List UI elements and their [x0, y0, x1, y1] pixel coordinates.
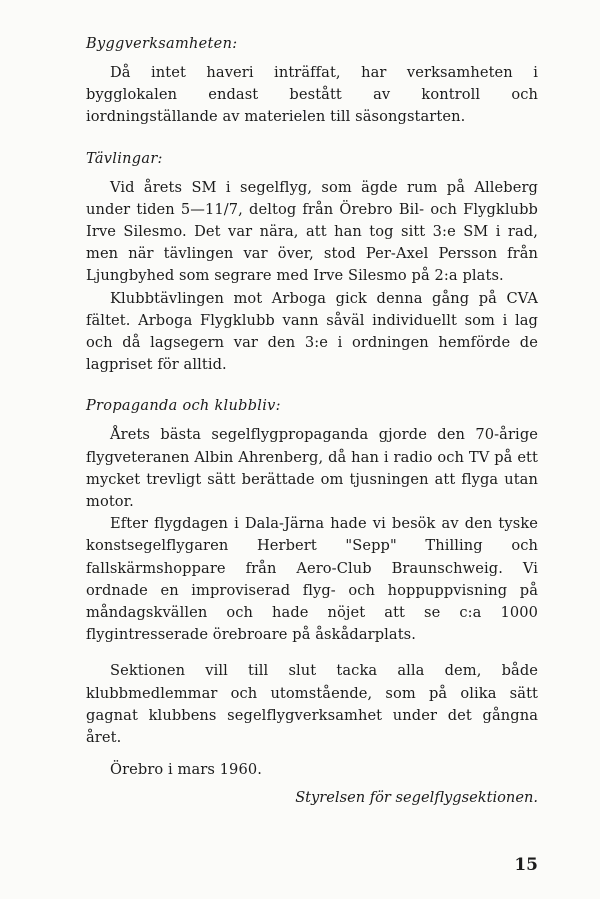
section-heading: Propaganda och klubbliv: — [86, 398, 281, 415]
paragraph: Vid årets SM i segelflyg, som ägde rum på Alleberg under tiden 5—11/7, deltog från Örebro Bil- och Flygklubb Irve Silesmo. Det var nära, att han tog sitt 3:e SM i rad, men när tävlingen var över, stod Per-Axel Persson från Ljungbyhed som segrare med Irve Silesmo på 2:a plats. — [86, 178, 538, 285]
paragraph: Efter flygdagen i Dala-Järna hade vi besök av den tyske konstsegelflygaren Herbert "Sepp" Thilling och fallskärmshoppare från Aero-Club Braunschweig. Vi ordnade en improviserad flyg- och hoppuppvisning på måndagskvällen och hade nöjet att se c:a 1000 flygintresserade örebroare på åskådarplats. — [86, 515, 538, 644]
section-byggverksamheten — [86, 33, 538, 129]
paragraph: Årets bästa segelflygpropaganda gjorde den 70-årige flygveteranen Albin Ahrenberg, då han i radio och TV på ett mycket trevligt sätt berättade om tjusningen att flyga utan motor. — [86, 426, 538, 511]
dateline: Örebro i mars 1960. — [110, 761, 262, 779]
section-heading: Tävlingar: — [86, 150, 163, 167]
section-heading: Byggverksamheten: — [86, 36, 238, 52]
page-number: 15 — [514, 855, 538, 875]
section-propaganda — [86, 395, 538, 646]
closing-paragraph: Sektionen vill till slut tacka alla dem, både klubbmedlemmar och utomstående, som på olika sätt gagnat klubbens segelflygverksamhet under det gångna året. — [86, 662, 538, 747]
section-tavlingar — [86, 148, 538, 377]
paragraph: Då intet haveri inträffat, har verksamheten i bygglokalen endast bestått av kontroll och iordningställande av materielen till säsongstarten. — [86, 64, 538, 126]
paragraph: Klubbtävlingen mot Arboga gick denna gång på CVA fältet. Arboga Flygklubb vann såväl individuellt som i lag och då lagsegern var den 3:e i ordningen hemförde de lagpriset för alltid. — [86, 289, 538, 374]
signature: Styrelsen för segelflygsektionen. — [295, 789, 538, 807]
document-page — [86, 33, 538, 809]
